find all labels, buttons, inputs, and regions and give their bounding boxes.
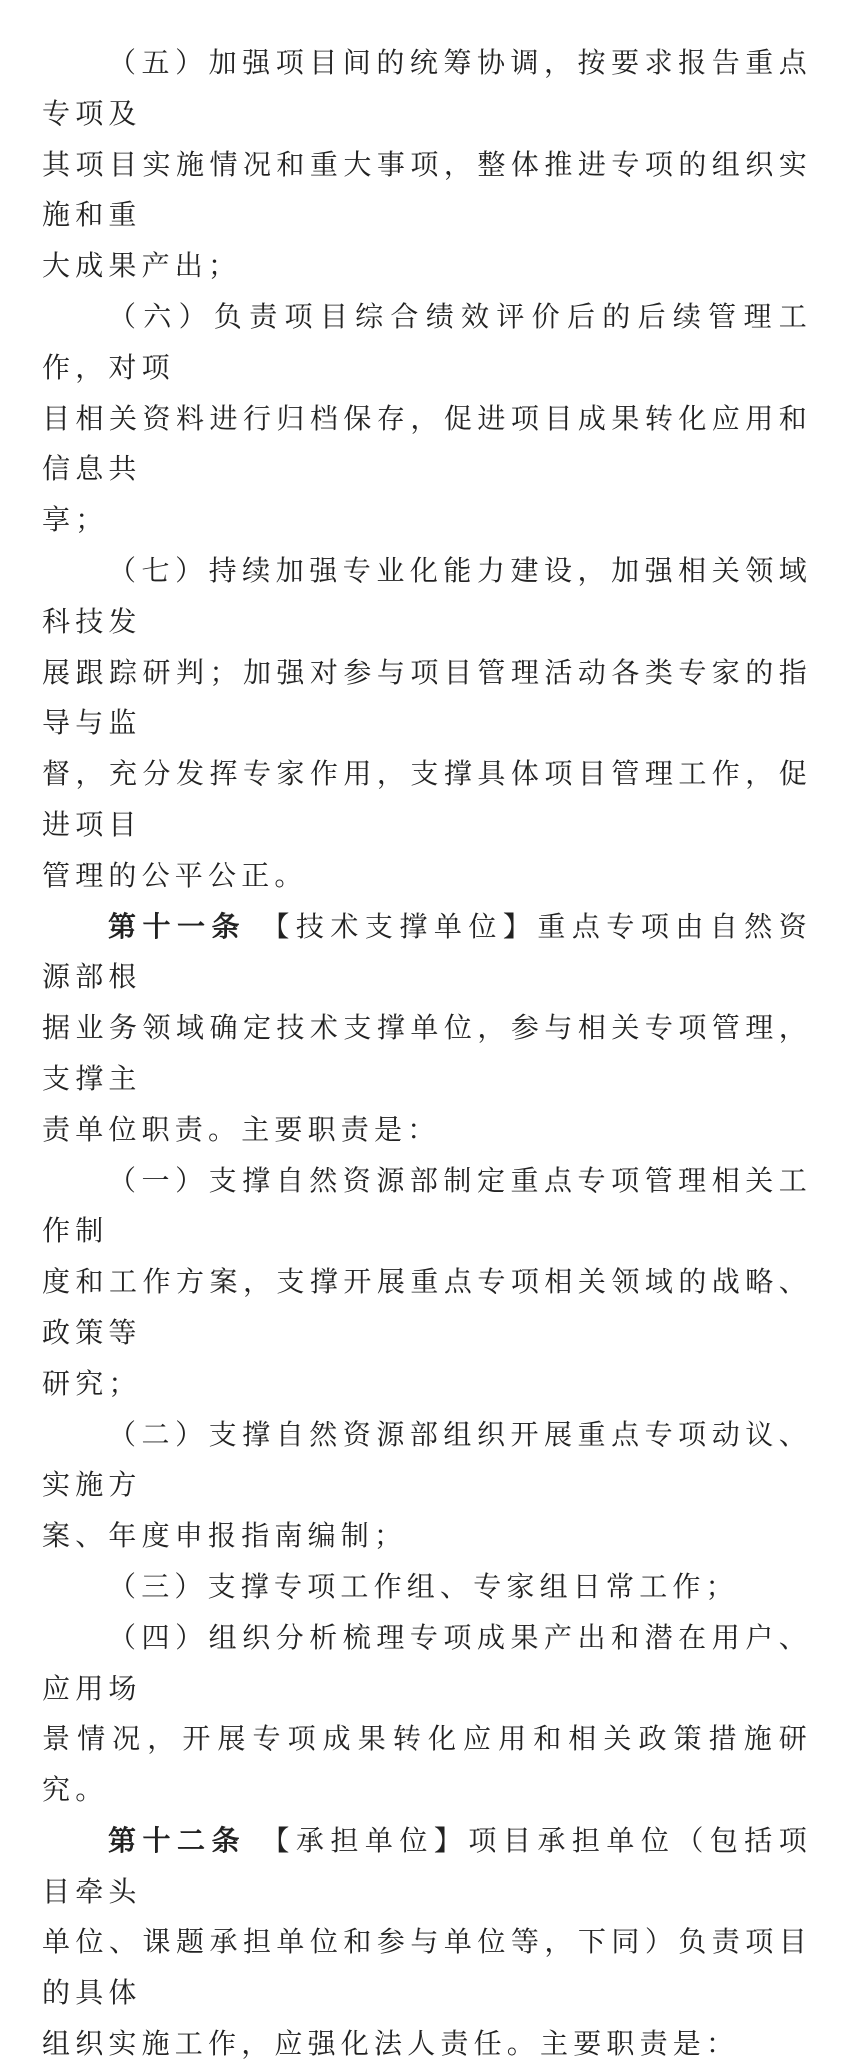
line: 大成果产出； <box>42 249 242 283</box>
line: 其项目实施情况和重大事项，整体推进专项的组织实施和重 <box>42 147 812 232</box>
line: （六）负责项目综合绩效评价后的后续管理工作，对项 <box>42 299 812 384</box>
paragraph-5 <box>42 38 812 292</box>
line: （五）加强项目间的统筹协调，按要求报告重点专项及 <box>42 46 812 130</box>
article-11-heading: 第十一条 <box>108 909 246 943</box>
line: （一）支撑自然资源部制定重点专项管理相关工作制 <box>42 1163 812 1248</box>
article-11 <box>42 902 812 1156</box>
document-page <box>42 38 812 2070</box>
line: （四）组织分析梳理专项成果产出和潜在用户、应用场 <box>42 1620 812 1705</box>
paragraph-11-2 <box>42 1410 812 1562</box>
paragraph-11-4 <box>42 1613 812 1816</box>
line: 管理的公平公正。 <box>42 858 308 892</box>
article-12 <box>42 1816 812 2070</box>
line: 案、年度申报指南编制； <box>42 1519 408 1553</box>
line: 【技术支撑单位】重点专项由自然资源部根 <box>42 909 812 994</box>
paragraph-11-3 <box>42 1562 812 1613</box>
paragraph-7 <box>42 546 812 902</box>
article-12-heading: 第十二条 <box>108 1823 246 1857</box>
line: 据业务领域确定技术支撑单位，参与相关专项管理，支撑主 <box>42 1011 812 1095</box>
line: 【承担单位】项目承担单位（包括项目牵头 <box>42 1823 812 1908</box>
line: 责单位职责。主要职责是： <box>42 1112 441 1146</box>
line: 目相关资料进行归档保存，促进项目成果转化应用和信息共 <box>42 401 812 486</box>
line: 单位、课题承担单位和参与单位等，下同）负责项目的具体 <box>42 1925 812 2010</box>
line: （七）持续加强专业化能力建设，加强相关领域科技发 <box>42 553 812 638</box>
line: 景情况，开展专项成果转化应用和相关政策措施研究。 <box>42 1722 812 1807</box>
line: 督，充分发挥专家作用，支撑具体项目管理工作，促进项目 <box>42 757 812 841</box>
line: （三）支撑专项工作组、专家组日常工作； <box>108 1569 739 1603</box>
line: （二）支撑自然资源部组织开展重点专项动议、实施方 <box>42 1417 812 1502</box>
line: 享； <box>42 503 109 537</box>
line: 度和工作方案，支撑开展重点专项相关领域的战略、政策等 <box>42 1265 812 1349</box>
paragraph-11-1 <box>42 1156 812 1410</box>
line: 展跟踪研判；加强对参与项目管理活动各类专家的指导与监 <box>42 655 812 740</box>
line: 组织实施工作，应强化法人责任。主要职责是： <box>42 2027 740 2061</box>
line: 研究； <box>42 1366 142 1400</box>
paragraph-6 <box>42 292 812 546</box>
